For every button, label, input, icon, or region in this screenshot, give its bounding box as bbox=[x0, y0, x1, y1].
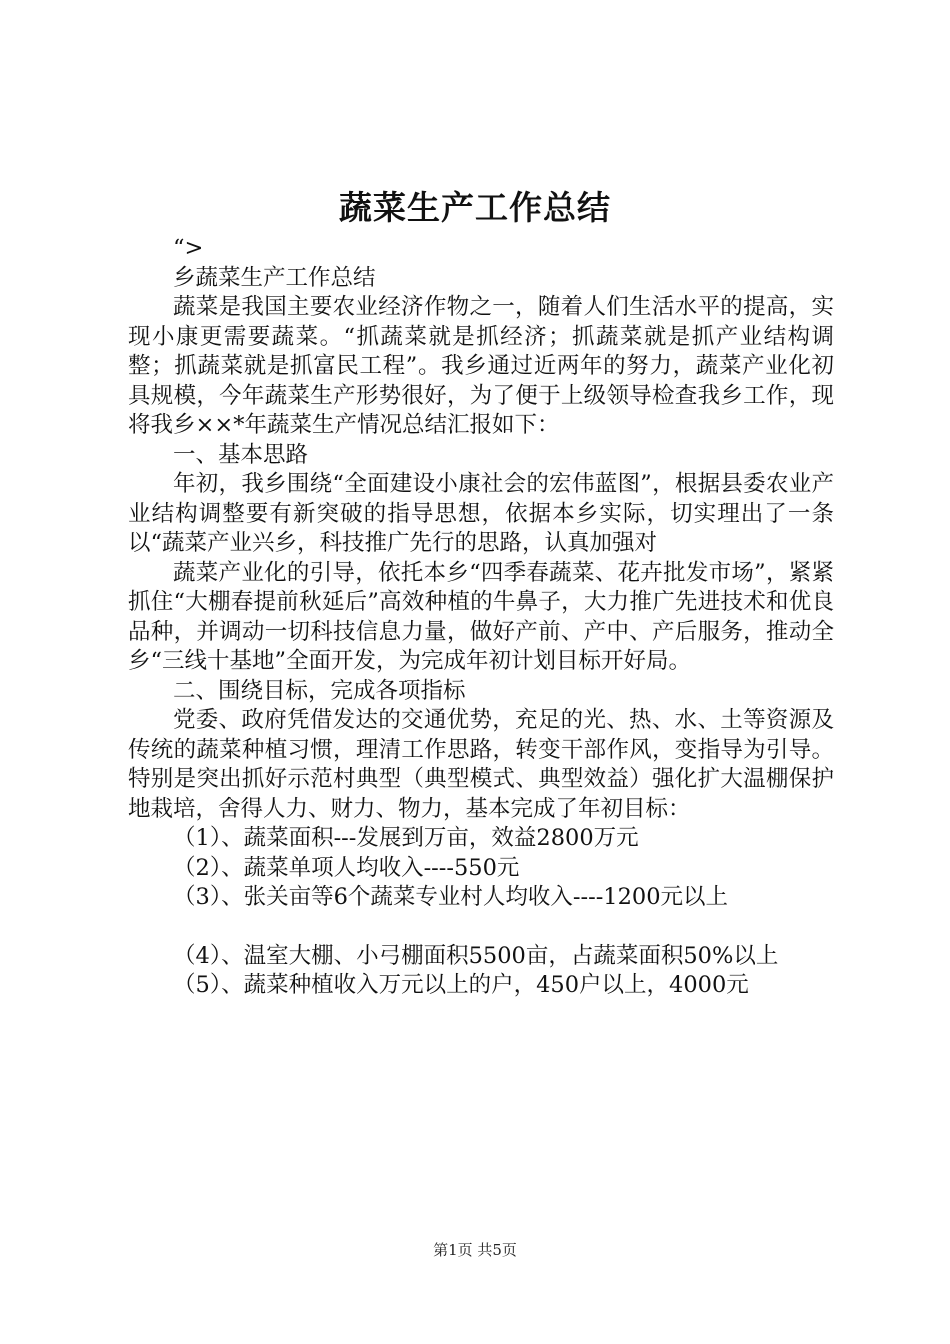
list-item-5: （5）、蔬菜种植收入万元以上的户，450户以上，4000元 bbox=[173, 972, 749, 998]
list-item-2: （2）、蔬菜单项人均收入----550元 bbox=[173, 854, 520, 881]
paragraph-intro: 蔬菜是我国主要农业经济作物之一，随着人们生活水平的提高，实现小康更需要蔬菜。“抓蔬菜就是抓经济；抓蔬菜就是抓产业结构调整；抓蔬菜就是抓富民工程”。我乡通过近两年的努力，蔬菜产业化初具规模，今年蔬菜生产形势很好，为了便于上级领导检查我乡工作，现将我乡××*年蔬菜生产情况总结汇报如下： bbox=[128, 294, 834, 438]
document-body bbox=[128, 234, 834, 1001]
list-item-3: （3）、张关亩等6个蔬菜专业村人均收入----1200元以上 bbox=[173, 884, 729, 910]
list-item-1: （1）、蔬菜面积---发展到万亩，效益2800万元 bbox=[173, 825, 639, 851]
document-title: 蔬菜生产工作总结 bbox=[339, 188, 611, 227]
list-item-4: （4）、温室大棚、小弓棚面积5500亩，占蔬菜面积50%以上 bbox=[173, 942, 779, 969]
paragraph-early-year: 年初，我乡围绕“全面建设小康社会的宏伟蓝图”，根据县委农业产业结构调整要有新突破的指导思想，依据本乡实际，切实理出了一条以“蔬菜产业兴乡，科技推广先行的思路，认真加强对 bbox=[128, 471, 834, 556]
section-heading-goals: 二、围绕目标，完成各项指标 bbox=[173, 677, 466, 704]
paragraph-subtitle: 乡蔬菜生产工作总结 bbox=[173, 264, 376, 291]
paragraph-party-government: 党委、政府凭借发达的交通优势，充足的光、热、水、土等资源及传统的蔬菜种植习惯，理清工作思路，转变干部作风，变指导为引导。特别是突出抓好示范村典型（典型模式、典型效益）强化扩大温棚保护地栽培，舍得人力、财力、物力，基本完成了年初目标： bbox=[128, 707, 834, 822]
section-heading-basic-idea: 一、基本思路 bbox=[173, 441, 309, 468]
page-footer: 第1页 共5页 bbox=[433, 1241, 517, 1259]
paragraph-symbol: “> bbox=[173, 235, 204, 261]
paragraph-industrialization: 蔬菜产业化的引导，依托本乡“四季春蔬菜、花卉批发市场”，紧紧抓住“大棚春提前秋延后”高效种植的牛鼻子，大力推广先进技术和优良品种，并调动一切科技信息力量，做好产前、产中、产后服务，推动全乡“三线十基地”全面开发，为完成年初计划目标开好局。 bbox=[128, 559, 834, 674]
